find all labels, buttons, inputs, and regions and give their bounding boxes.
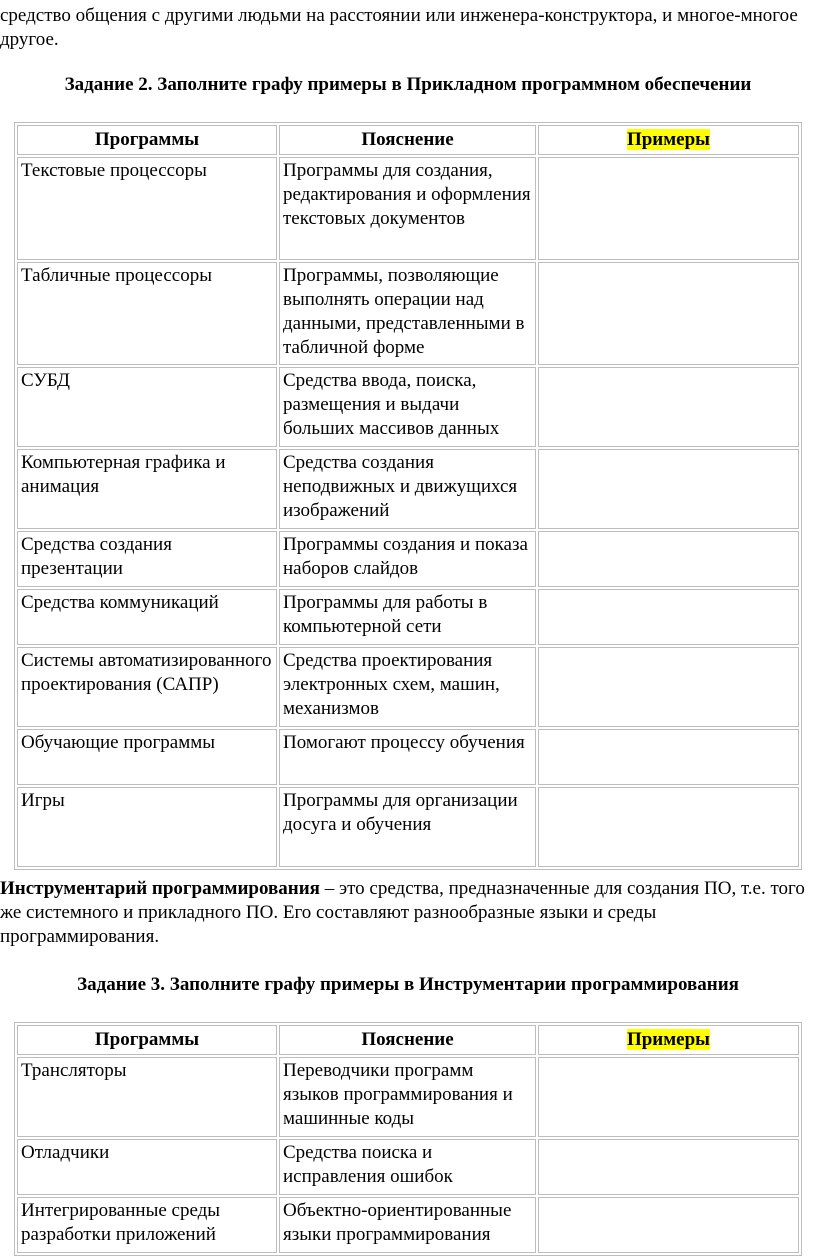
- explanation-cell: Программы для создания, редактирования и оформления текстовых документов: [279, 157, 536, 260]
- examples-cell[interactable]: [538, 1057, 799, 1137]
- examples-cell[interactable]: [538, 647, 799, 727]
- examples-cell[interactable]: [538, 367, 799, 447]
- program-cell: Игры: [17, 787, 277, 867]
- table-row: [17, 1057, 799, 1137]
- examples-cell[interactable]: [538, 787, 799, 867]
- table-row: [17, 157, 799, 260]
- definition-term: Инструментарий программирования: [0, 878, 320, 899]
- examples-cell[interactable]: [538, 729, 799, 785]
- intro-paragraph: средство общения с другими людьми на расстоянии или инженера-конструктора, и многое-многое другое.: [0, 5, 798, 50]
- program-cell: Обучающие программы: [17, 729, 277, 785]
- table-row: [17, 449, 799, 529]
- examples-cell[interactable]: [538, 157, 799, 260]
- header-examples-label: Примеры: [626, 1029, 711, 1050]
- explanation-cell: Переводчики программ языков программирования и машинные коды: [279, 1057, 536, 1137]
- program-cell: Текстовые процессоры: [17, 157, 277, 260]
- explanation-cell: Средства создания неподвижных и движущихся изображений: [279, 449, 536, 529]
- applied-software-table: [14, 122, 802, 870]
- table-row: [17, 531, 799, 587]
- program-cell: Системы автоматизированного проектирования (САПР): [17, 647, 277, 727]
- program-cell: Средства создания презентации: [17, 531, 277, 587]
- explanation-cell: Объектно-ориентированные языки программирования: [279, 1197, 536, 1253]
- explanation-cell: Программы создания и показа наборов слайдов: [279, 531, 536, 587]
- examples-cell[interactable]: [538, 589, 799, 645]
- header-programs: Программы: [17, 125, 277, 155]
- header-explanation: Пояснение: [279, 125, 536, 155]
- header-explanation: Пояснение: [279, 1025, 536, 1055]
- header-examples-label: Примеры: [626, 129, 711, 150]
- program-cell: Табличные процессоры: [17, 262, 277, 365]
- program-cell: Отладчики: [17, 1139, 277, 1195]
- explanation-cell: Средства поиска и исправления ошибок: [279, 1139, 536, 1195]
- table-row: [17, 1197, 799, 1253]
- explanation-cell: Программы для работы в компьютерной сети: [279, 589, 536, 645]
- examples-cell[interactable]: [538, 531, 799, 587]
- table-row: [17, 787, 799, 867]
- explanation-cell: Программы, позволяющие выполнять операции над данными, представленными в табличной форме: [279, 262, 536, 365]
- table-row: [17, 589, 799, 645]
- header-examples: [538, 125, 799, 155]
- explanation-cell: Программы для организации досуга и обучения: [279, 787, 536, 867]
- examples-cell[interactable]: [538, 262, 799, 365]
- examples-cell[interactable]: [538, 1197, 799, 1253]
- program-cell: Интегрированные среды разработки приложений: [17, 1197, 277, 1253]
- table-row: [17, 367, 799, 447]
- program-cell: Средства коммуникаций: [17, 589, 277, 645]
- examples-cell[interactable]: [538, 449, 799, 529]
- table-header-row: [17, 125, 799, 155]
- task2-title: Задание 2. Заполните графу примеры в Прикладном программном обеспечении: [64, 74, 752, 95]
- program-cell: Компьютерная графика и анимация: [17, 449, 277, 529]
- table-header-row: [17, 1025, 799, 1055]
- explanation-cell: Помогают процессу обучения: [279, 729, 536, 785]
- programming-tools-table: [14, 1022, 802, 1256]
- table-row: [17, 1139, 799, 1195]
- table-row: [17, 262, 799, 365]
- program-cell: Трансляторы: [17, 1057, 277, 1137]
- examples-cell[interactable]: [538, 1139, 799, 1195]
- table-row: [17, 647, 799, 727]
- table-row: [17, 729, 799, 785]
- header-examples: [538, 1025, 799, 1055]
- header-programs: Программы: [17, 1025, 277, 1055]
- explanation-cell: Средства проектирования электронных схем, машин, механизмов: [279, 647, 536, 727]
- program-cell: СУБД: [17, 367, 277, 447]
- definition-paragraph: [0, 877, 816, 949]
- definition-text: – это средства, предназначенные для создания ПО, т.е. того же системного и прикладного ПО. Его составляют разнообразные языки и среды программирования.: [0, 878, 805, 947]
- explanation-cell: Средства ввода, поиска, размещения и выдачи больших массивов данных: [279, 367, 536, 447]
- task3-title: Задание 3. Заполните графу примеры в Инструментарии программирования: [77, 974, 739, 995]
